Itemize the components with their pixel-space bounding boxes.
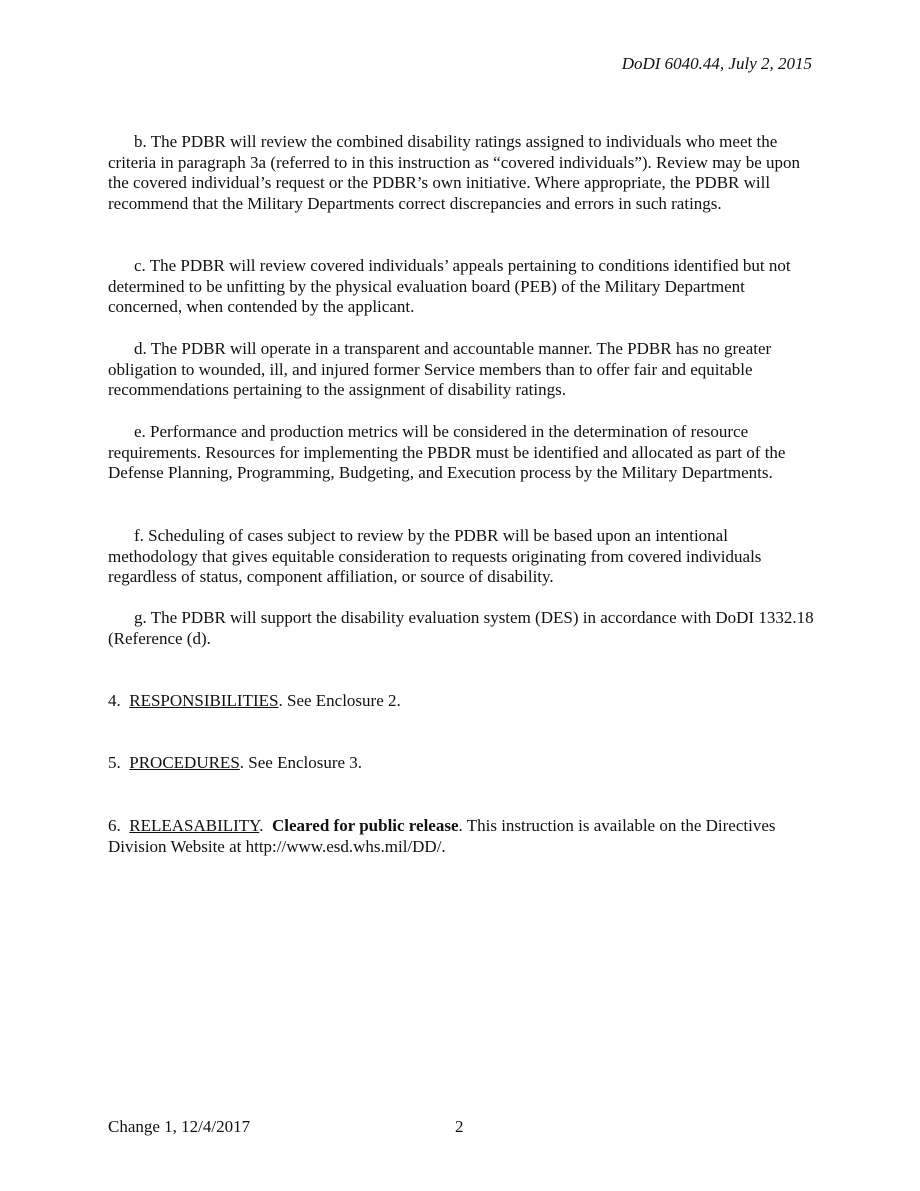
paragraph-g: g. The PDBR will support the disability evaluation system (DES) in accordance with DoDI 1332.18 (Reference (d). (108, 608, 814, 648)
page-number: 2 (455, 1117, 464, 1136)
document-reference-header: DoDI 6040.44, July 2, 2015 (621, 54, 812, 73)
section-heading: PROCEDURES (129, 753, 240, 772)
paragraph-c: c. The PDBR will review covered individuals’ appeals pertaining to conditions identified but not determined to be unfitting by the physical evaluation board (PEB) of the Military Department concerned, when contended by the applicant. (108, 256, 791, 317)
change-footer: Change 1, 12/4/2017 (108, 1117, 251, 1136)
paragraph-d: d. The PDBR will operate in a transparent and accountable manner. The PDBR has no greater obligation to wounded, ill, and injured former Service members than to offer fair and equitable recommendations pertaining to the assignment of disability ratings. (108, 339, 772, 400)
section-releasability: 6. RELEASABILITY. Cleared for public release. This instruction is available on the Directives Division Website at http://www.esd.whs.mil/DD/. (108, 816, 776, 856)
paragraph-f: f. Scheduling of cases subject to review by the PDBR will be based upon an intentional methodology that gives equitable consideration to requests originating from covered individuals regardless of status, component affiliation, or source of disability. (108, 526, 762, 587)
section-heading: RELEASABILITY (129, 816, 260, 835)
paragraph-e: e. Performance and production metrics will be considered in the determination of resource requirements. Resources for implementing the PBDR must be identified and allocated as part of the Defense Planning, Programming, Budgeting, and Execution process by the Military Departments. (108, 422, 786, 483)
paragraph-b: b. The PDBR will review the combined disability ratings assigned to individuals who meet the criteria in paragraph 3a (referred to in this instruction as “covered individuals”). Review may be upon the covered individual’s request or the PDBR’s own initiative. Where appropriate, the PDBR will recommend that the Military Departments correct discrepancies and errors in such ratings. (108, 132, 801, 214)
section-heading: RESPONSIBILITIES (129, 691, 279, 710)
release-statement: Cleared for public release (272, 816, 459, 835)
section-responsibilities: 4. RESPONSIBILITIES. See Enclosure 2. (108, 691, 401, 710)
section-procedures: 5. PROCEDURES. See Enclosure 3. (108, 753, 363, 772)
